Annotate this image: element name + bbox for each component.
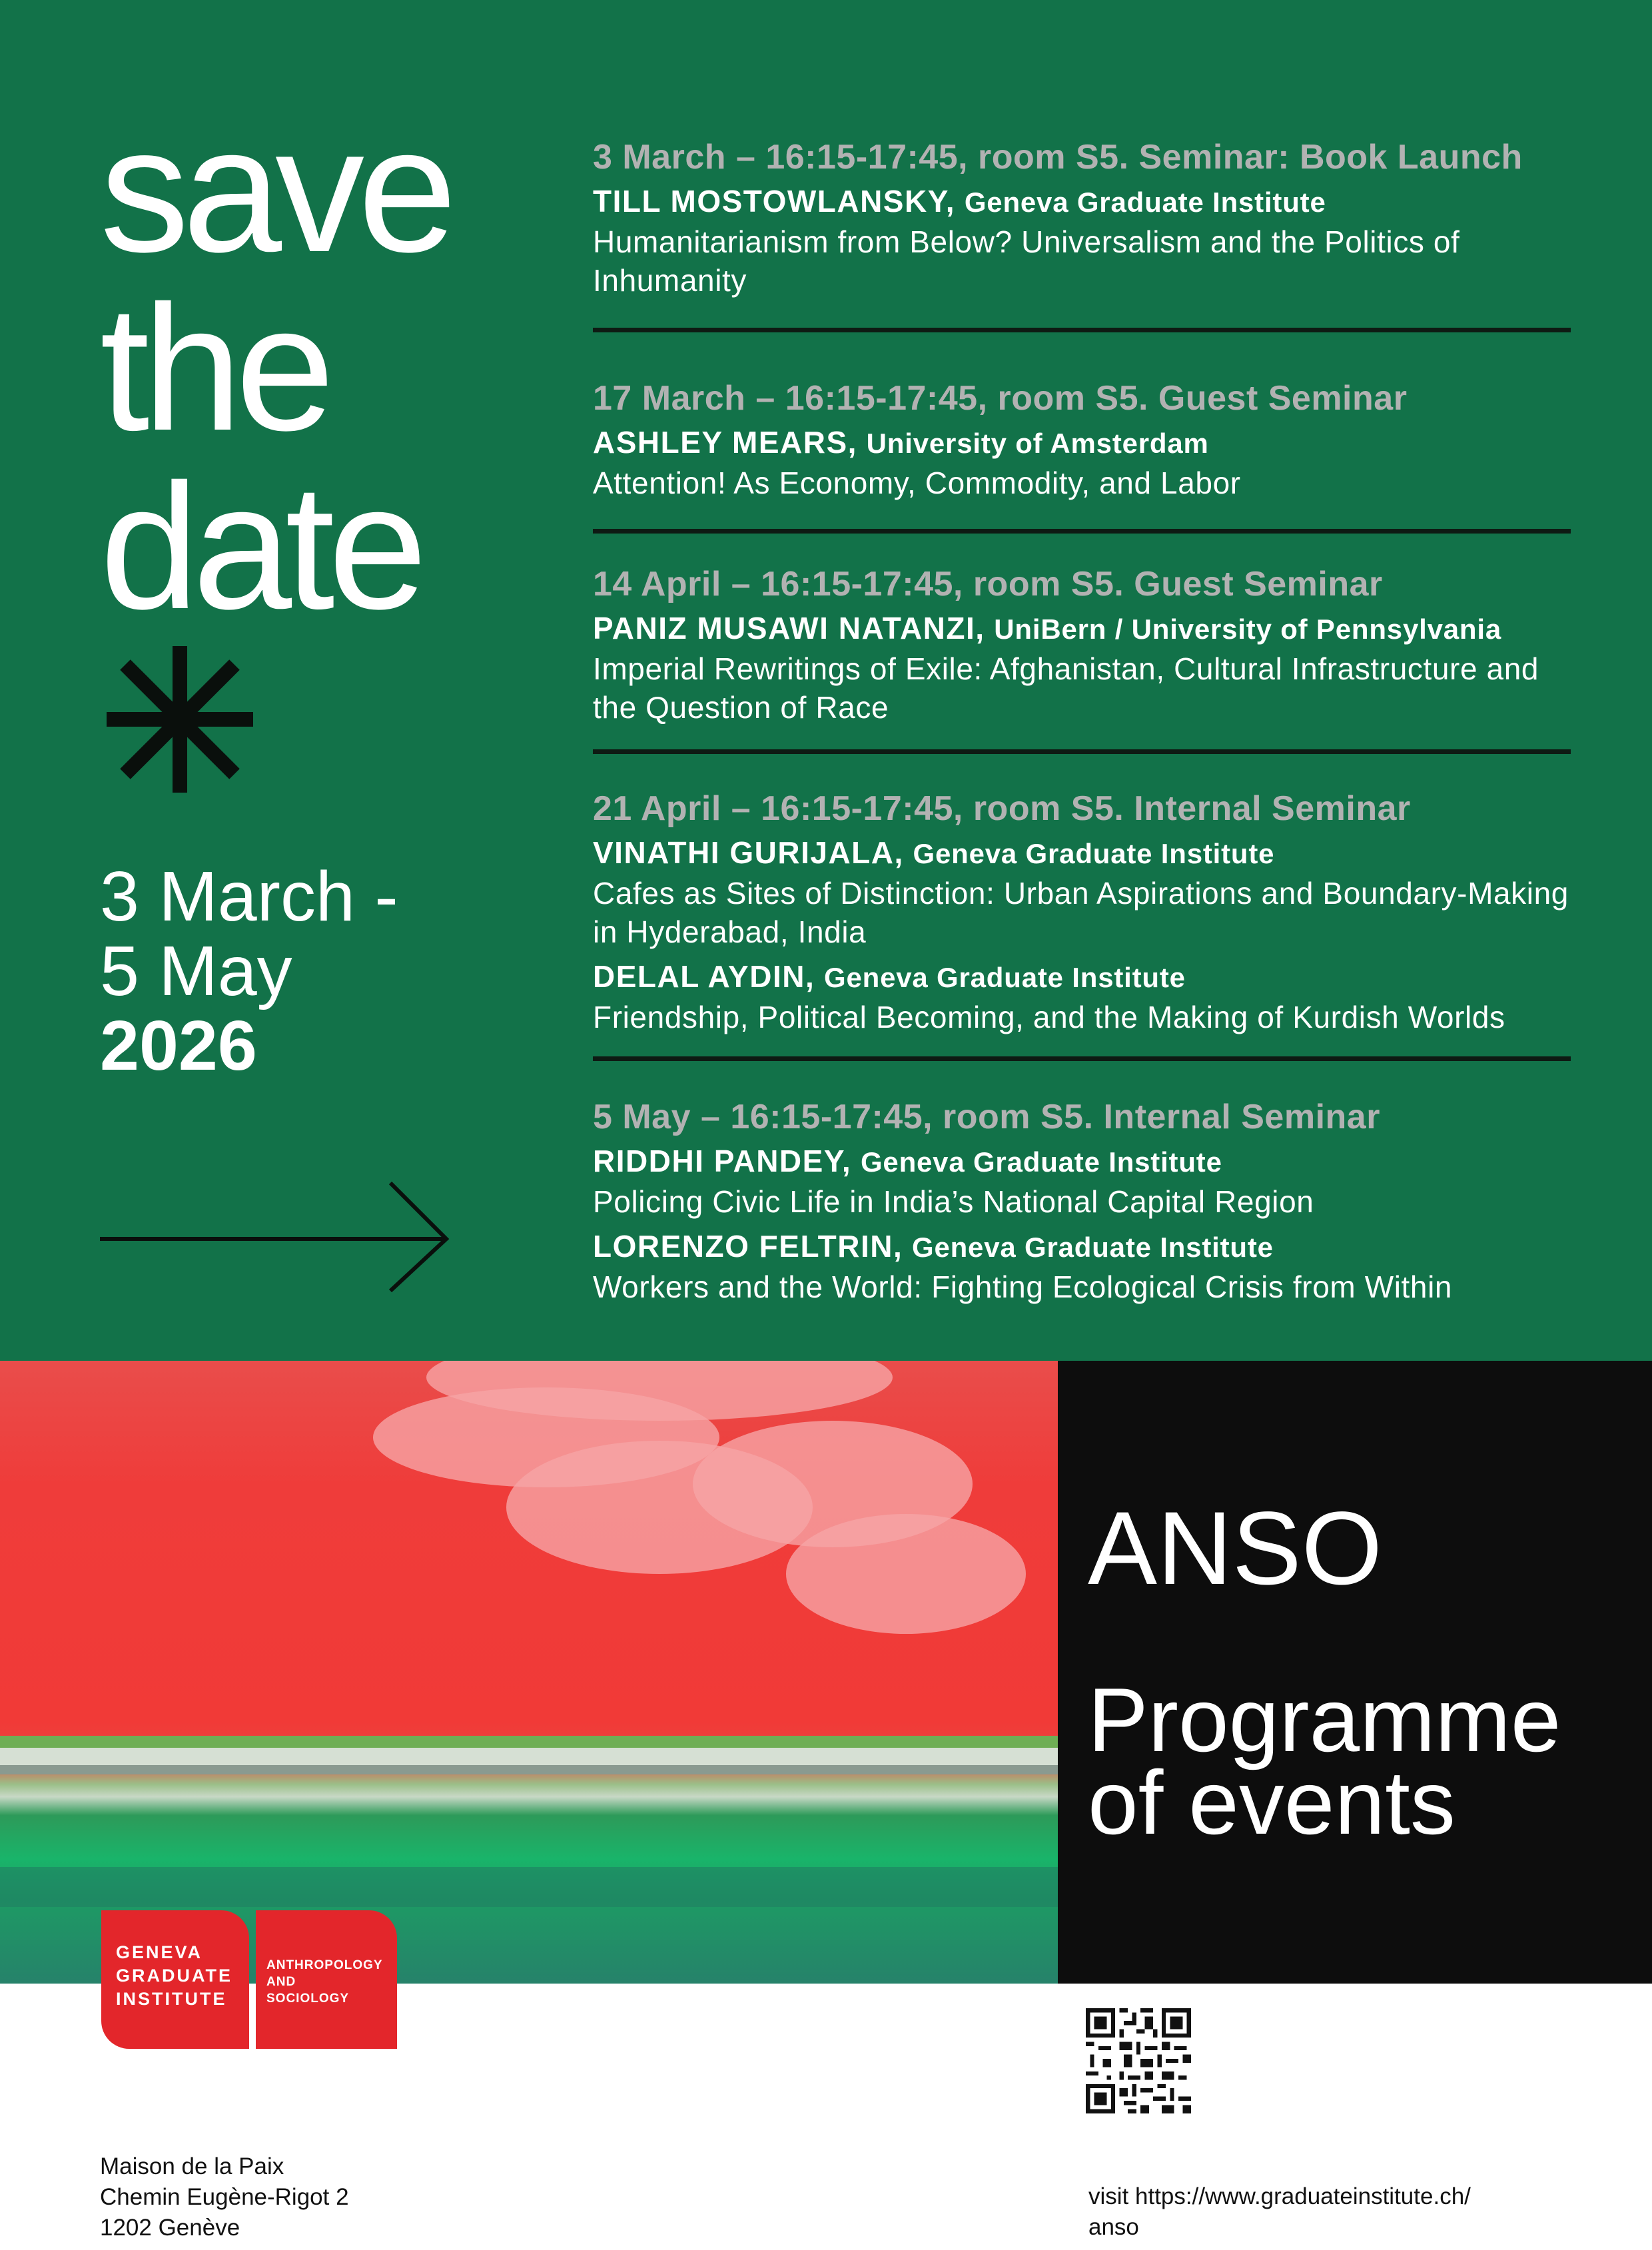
talk-title-line: Policing Civic Life in India’s National Capital Region <box>593 1184 1314 1219</box>
talk-title-line: Inhumanity <box>593 263 747 298</box>
address-line: 1202 Genève <box>100 2215 240 2241</box>
address-line: Maison de la Paix <box>100 2153 284 2179</box>
asterisk-icon <box>100 639 260 799</box>
save-line: save <box>100 89 451 289</box>
speaker <box>593 181 1592 222</box>
speaker-affiliation: University of Amsterdam <box>866 428 1209 459</box>
event-item <box>593 785 1592 1036</box>
talk-title-line: Humanitarianism from Below? Universalism and the Politics of <box>593 224 1460 259</box>
talk-title <box>593 1268 1592 1306</box>
event-item <box>593 133 1592 300</box>
speaker <box>593 608 1592 649</box>
speaker-affiliation: Geneva Graduate Institute <box>823 962 1186 993</box>
visit-line: anso <box>1088 2214 1139 2240</box>
speaker-name: VINATHI GURIJALA, <box>593 835 904 870</box>
logo-text <box>116 1941 232 2011</box>
geneva-graduate-institute-logo <box>101 1910 249 2049</box>
talk-title-line: Attention! As Economy, Commodity, and Labor <box>593 466 1241 500</box>
speaker-name: DELAL AYDIN, <box>593 959 815 994</box>
date-range-end: 5 May <box>100 932 292 1010</box>
event-datetime: 3 March – 16:15-17:45, room S5. Seminar: Book Launch <box>593 138 1523 177</box>
event-item <box>593 1093 1592 1306</box>
date-line: date <box>100 446 421 646</box>
event-item <box>593 374 1592 502</box>
speaker <box>593 1226 1592 1268</box>
talk-title-line: Workers and the World: Fighting Ecological Crisis from Within <box>593 1270 1453 1304</box>
speaker-name: LORENZO FELTRIN, <box>593 1229 903 1264</box>
event-divider <box>593 529 1571 534</box>
event-divider <box>593 1056 1571 1061</box>
talk-title-line: Friendship, Political Becoming, and the Making of Kurdish Worlds <box>593 1000 1505 1034</box>
speaker-affiliation: Geneva Graduate Institute <box>911 1232 1274 1263</box>
event-divider <box>593 328 1571 332</box>
speaker <box>593 422 1592 464</box>
logo-line: INSTITUTE <box>116 1989 227 2009</box>
speaker-name: RIDDHI PANDEY, <box>593 1144 852 1178</box>
landscape-photo <box>0 1361 1058 1984</box>
event-datetime: 17 March – 16:15-17:45, room S5. Guest Seminar <box>593 379 1408 418</box>
talk-title-line: Cafes as Sites of Distinction: Urban Aspirations and Boundary-Making <box>593 876 1569 911</box>
talk-title <box>593 998 1592 1036</box>
event-datetime: 21 April – 16:15-17:45, room S5. Internal Seminar <box>593 789 1411 828</box>
address-line: Chemin Eugène-Rigot 2 <box>100 2184 349 2210</box>
logo-line: SOCIOLOGY <box>266 1992 350 2006</box>
logo-line: AND <box>266 1975 296 1989</box>
event-datetime: 14 April – 16:15-17:45, room S5. Guest Seminar <box>593 565 1383 603</box>
talk-title <box>593 222 1592 300</box>
talk-title <box>593 874 1592 951</box>
programme-line: of events <box>1088 1752 1455 1853</box>
programme-line: Programme <box>1088 1669 1561 1770</box>
visit-line: visit https://www.graduateinstitute.ch/ <box>1088 2183 1471 2209</box>
logo-text <box>266 1957 383 2007</box>
speaker <box>593 956 1592 998</box>
events-list <box>593 133 1592 1306</box>
date-range <box>100 859 398 1083</box>
speaker <box>593 833 1592 874</box>
speaker-affiliation: Geneva Graduate Institute <box>860 1146 1222 1178</box>
logo-line: GENEVA <box>116 1942 203 1962</box>
talk-title-line: in Hyderabad, India <box>593 915 867 949</box>
talk-title <box>593 464 1592 502</box>
arrow-right-icon <box>100 1179 453 1292</box>
talk-title-line: the Question of Race <box>593 690 889 725</box>
speaker-name: TILL MOSTOWLANSKY, <box>593 184 956 218</box>
speaker-affiliation: Geneva Graduate Institute <box>964 187 1326 218</box>
date-range-start: 3 March - <box>100 857 398 936</box>
speaker-name: ASHLEY MEARS, <box>593 425 857 460</box>
visit-link[interactable] <box>1088 2181 1595 2243</box>
speaker-affiliation: Geneva Graduate Institute <box>913 838 1275 869</box>
speaker-affiliation: UniBern / University of Pennsylvania <box>994 613 1501 645</box>
talk-title <box>593 649 1592 727</box>
qr-code-icon[interactable] <box>1086 2008 1191 2113</box>
save-the-date-heading <box>100 89 566 646</box>
address <box>100 2151 349 2243</box>
anthropology-sociology-logo <box>256 1910 397 2049</box>
event-divider <box>593 749 1571 754</box>
anso-title: ANSO <box>1088 1491 1383 1607</box>
logo-line: ANTHROPOLOGY <box>266 1958 383 1972</box>
date-range-year: 2026 <box>100 1006 257 1085</box>
programme-title <box>1088 1669 1561 1853</box>
logo-line: GRADUATE <box>116 1966 232 1986</box>
talk-title <box>593 1182 1592 1221</box>
speaker-name: PANIZ MUSAWI NATANZI, <box>593 611 985 645</box>
speaker <box>593 1141 1592 1182</box>
event-item <box>593 560 1592 727</box>
event-datetime: 5 May – 16:15-17:45, room S5. Internal Seminar <box>593 1098 1380 1136</box>
talk-title-line: Imperial Rewritings of Exile: Afghanistan, Cultural Infrastructure and <box>593 651 1539 686</box>
the-line: the <box>100 268 328 468</box>
